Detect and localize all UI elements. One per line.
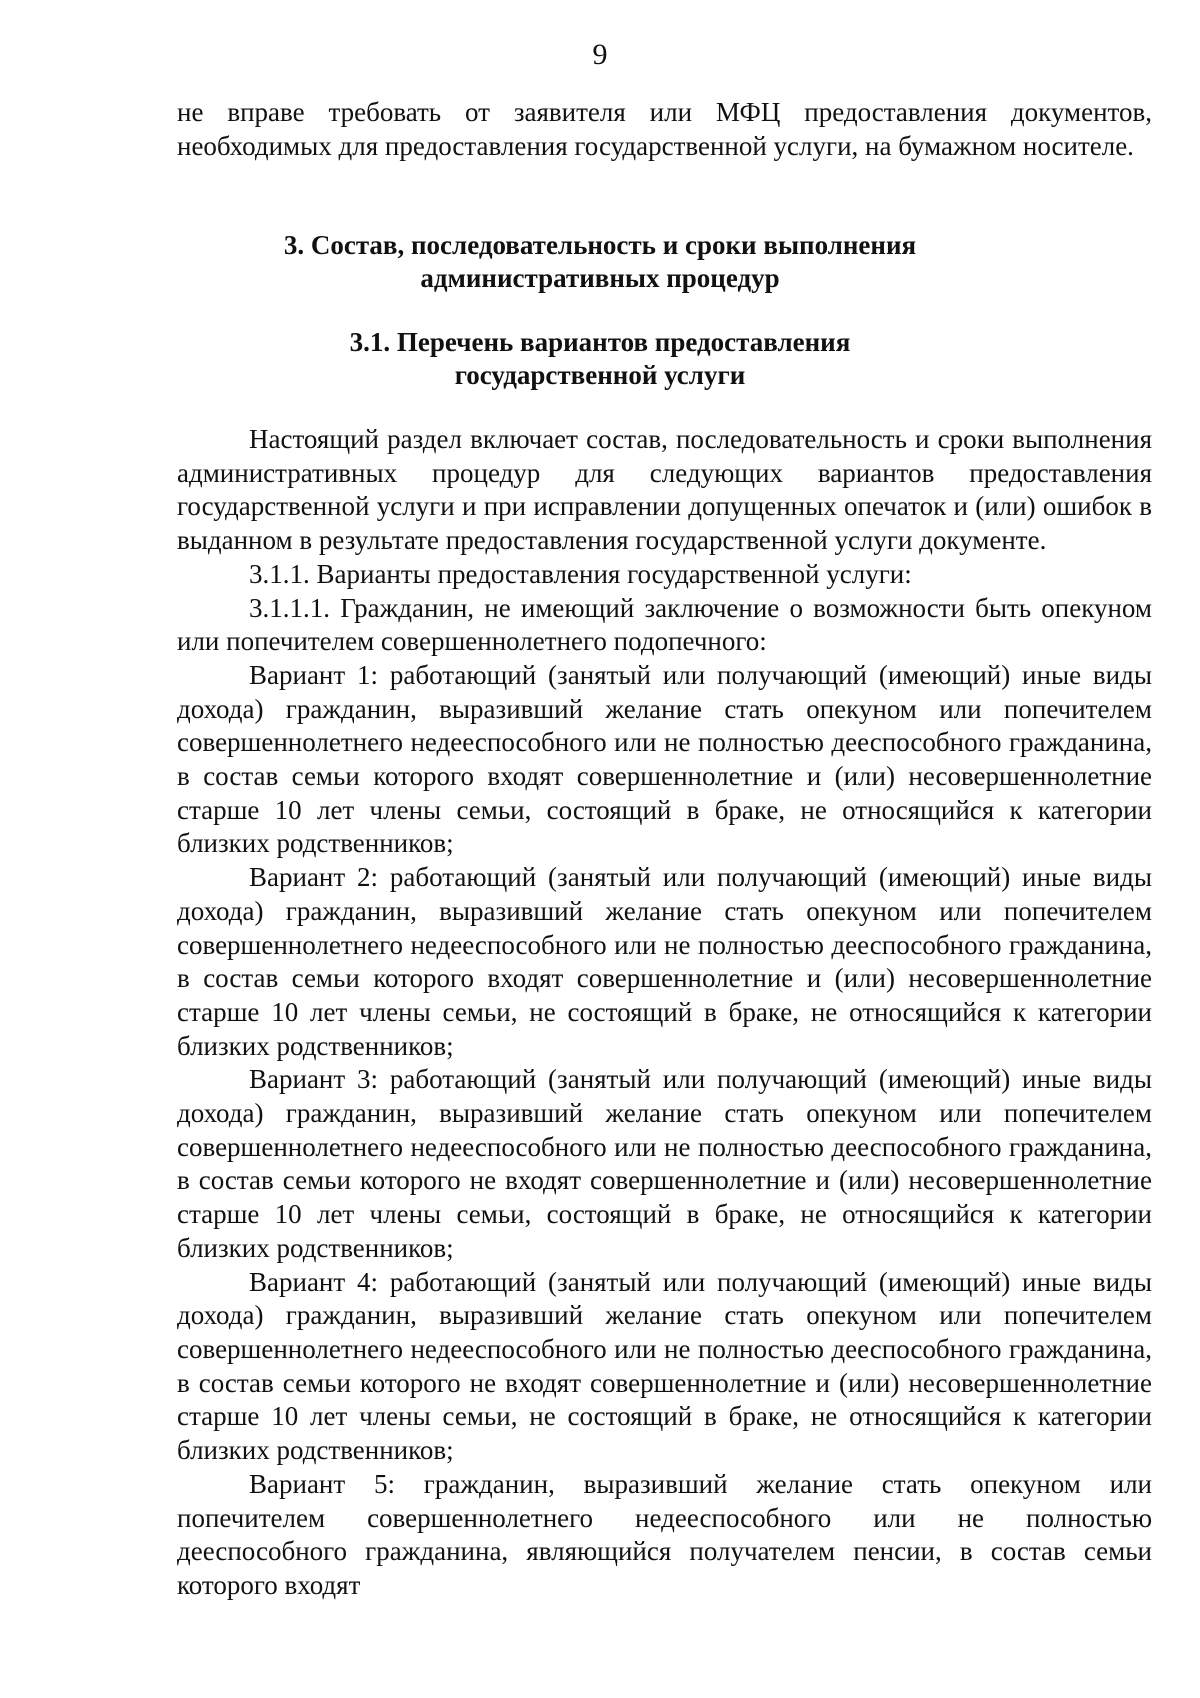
variant-4-paragraph: Вариант 4: работающий (занятый или получающий (имеющий) иные виды дохода) гражданин, выразивший желание стать опекуном или попечителем совершеннолетнего недееспособного или не полностью дееспособного гражданина, в состав семьи которого не входят совершеннолетние и (или) несовершеннолетние старше 10 лет члены семьи, не состоящий в браке, не относящийся к категории близких родственников; <box>177 1266 1152 1466</box>
section-title-line-1: 3. Состав, последовательность и сроки выполнения <box>283 230 917 260</box>
subsection-heading <box>0 326 1200 392</box>
continuation-text <box>177 96 1152 163</box>
clause-3-1-1: 3.1.1. Варианты предоставления государственной услуги: <box>249 558 912 589</box>
intro-paragraph: Настоящий раздел включает состав, последовательность и сроки выполнения административных процедур для следующих вариантов предоставления государственной услуги и при исправлении допущенных опечаток и (или) ошибок в выданном в результате предоставления государственной услуги документе. <box>177 424 1152 556</box>
clause-3-1-1-1: 3.1.1.1. Гражданин, не имеющий заключение о возможности быть опекуном или попечителем совершеннолетнего подопечного: <box>177 592 1152 657</box>
variant-5-paragraph: Вариант 5: гражданин, выразивший желание стать опекуном или попечителем совершеннолетнего недееспособного или не полностью дееспособного гражданина, являющийся получателем пенсии, в состав семьи которого входят <box>177 1468 1152 1600</box>
page-number: 9 <box>592 38 608 71</box>
section-title-line-2: административных процедур <box>420 263 780 293</box>
variant-2-paragraph: Вариант 2: работающий (занятый или получающий (имеющий) иные виды дохода) гражданин, выразивший желание стать опекуном или попечителем совершеннолетнего недееспособного или не полностью дееспособного гражданина, в состав семьи которого входят совершеннолетние и (или) несовершеннолетние старше 10 лет члены семьи, не состоящий в браке, не относящийся к категории близких родственников; <box>177 862 1152 1061</box>
subsection-title-line-2: государственной услуги <box>454 360 746 390</box>
subsection-title-line-1: 3.1. Перечень вариантов предоставления <box>349 327 851 357</box>
main-text <box>177 423 1152 1603</box>
section-heading <box>0 229 1200 295</box>
variant-3-paragraph: Вариант 3: работающий (занятый или получающий (имеющий) иные виды дохода) гражданин, выразивший желание стать опекуном или попечителем совершеннолетнего недееспособного или не полностью дееспособного гражданина, в состав семьи которого не входят совершеннолетние и (или) несовершеннолетние старше 10 лет члены семьи, состоящий в браке, не относящийся к категории близких родственников; <box>177 1064 1152 1263</box>
variant-1-paragraph: Вариант 1: работающий (занятый или получающий (имеющий) иные виды дохода) гражданин, выразивший желание стать опекуном или попечителем совершеннолетнего недееспособного или не полностью дееспособного гражданина, в состав семьи которого входят совершеннолетние и (или) несовершеннолетние старше 10 лет члены семьи, состоящий в браке, не относящийся к категории близких родственников; <box>177 659 1152 859</box>
continuation-paragraph: не вправе требовать от заявителя или МФЦ предоставления документов, необходимых для предоставления государственной услуги, на бумажном носителе. <box>177 97 1152 161</box>
